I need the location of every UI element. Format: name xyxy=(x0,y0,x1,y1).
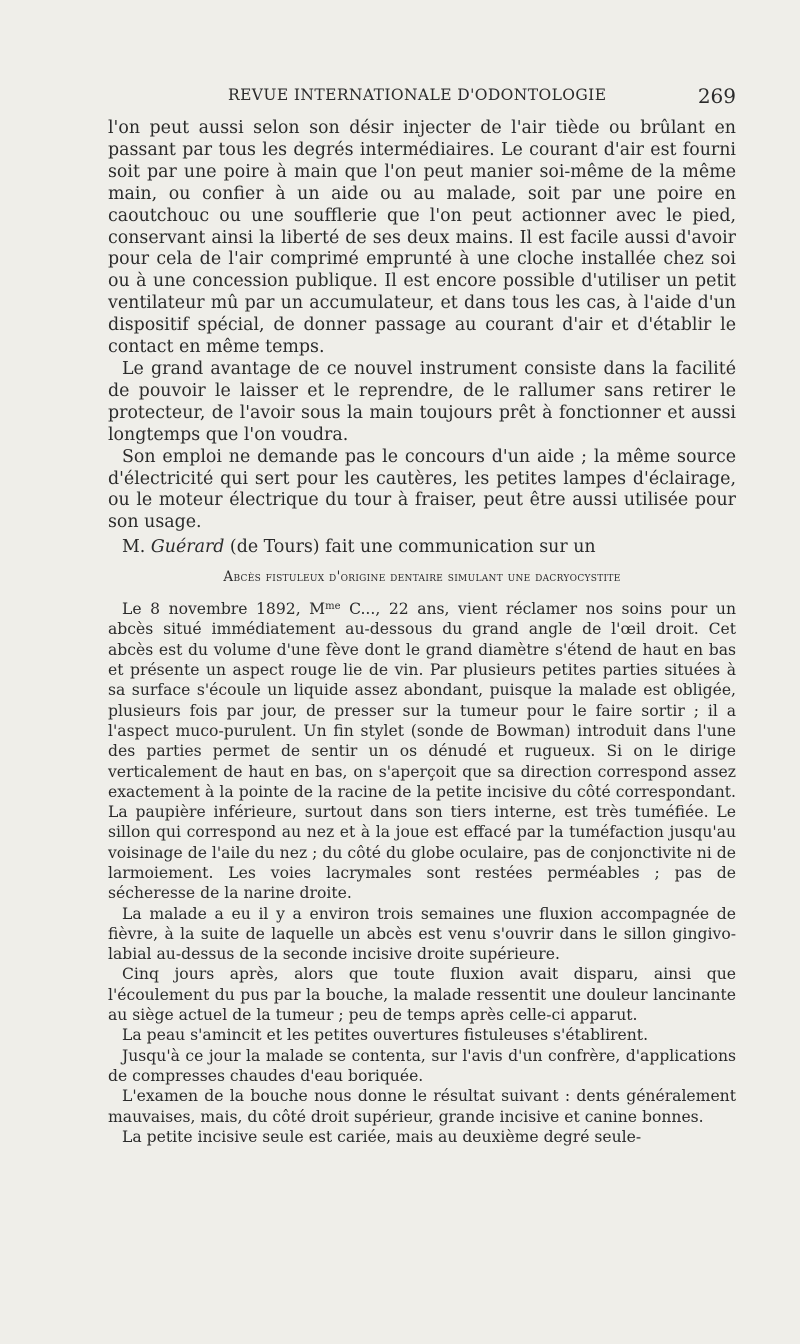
paragraph: l'on peut aussi selon son désir injecter de l'air tiède ou brûlant en passant par tous les degrés intermédiaires. Le courant d'air est fourni soit par une poire à main que l'on peut manier soi-même de la même main, ou confier à un aide ou au malade, soit par une poire en caoutchouc ou une soufflerie que l'on peut actionner avec le pied, conservant ainsi la liberté de ses deux mains. Il est facile aussi d'avoir pour cela de l'air comprimé emprunté à une cloche installée chez soi ou à une concession publique. Il est encore possible d'utiliser un petit ventilateur mû par un accumulateur, et dans tous les cas, à l'aide d'un dispositif spécial, de donner passage au courant d'air et d'établir le contact en même temps. xyxy=(108,118,736,358)
author-name: Guérard xyxy=(150,537,225,558)
paragraph: La malade a eu il y a environ trois semaines une fluxion accompagnée de fièvre, à la suite de laquelle un abcès est venu s'ouvrir dans le sillon gingivo-labial au-dessus de la seconde incisive droite supérieure. xyxy=(108,904,736,964)
case-description: C..., 22 ans, vient réclamer nos soins pour un abcès situé immédiatement au-dessous du grand angle de l'œil droit. Cet abcès est du volume d'une fève dont le grand diamètre s'étend de haut en bas et présente un aspect rouge lie de vin. Par plusieurs petites parties situées à sa surface s'écoule un liquide assez abondant, puisque la malade est obligée, plusieurs fois par jour, de presser sur la tumeur pour le faire sortir ; il a l'aspect muco-purulent. Un fin stylet (sonde de Bowman) introduit dans l'une des parties permet de sentir un os dénudé et rugueux. Si on le dirige verticalement de haut en bas, on s'aperçoit que sa direction correspond assez exactement à la pointe de la racine de la petite incisive du côté correspondant. La paupière inférieure, surtout dans son tiers interne, est très tuméfiée. Le sillon qui correspond au nez et à la joue est effacé par la tuméfaction jusqu'au voisinage de l'aile du nez ; du côté du globe oculaire, pas de conjonctivite ni de larmoiement. Les voies lacrymales sont restées perméables ; pas de sécheresse de la narine droite. xyxy=(108,600,736,903)
paragraph: La peau s'amincit et les petites ouvertures fistuleuses s'établirent. xyxy=(122,1026,649,1045)
body-text xyxy=(108,118,736,1147)
case-intro: Le 8 novembre 1892, M xyxy=(122,600,326,619)
paragraph: Cinq jours après, alors que toute fluxion avait disparu, ainsi que l'écoulement du pus par la bouche, la malade ressentit une douleur lancinante au siège actuel de la tumeur ; peu de temps après celle-ci apparut. xyxy=(108,965,736,1025)
title-abbrev: me xyxy=(325,601,341,613)
paragraph: Jusqu'à ce jour la malade se contenta, sur l'avis d'un confrère, d'applications de compresses chaudes d'eau boriquée. xyxy=(108,1046,736,1085)
paragraph: La petite incisive seule est cariée, mais au deuxième degré seule- xyxy=(122,1127,642,1146)
communication-line xyxy=(108,537,736,559)
paragraph: L'examen de la bouche nous donne le résultat suivant : dents généralement mauvaises, mais, du côté droit supérieur, grande incisive et canine bonnes. xyxy=(108,1087,736,1126)
page-number: 269 xyxy=(697,84,736,108)
section-heading: Abcès fistuleux d'origine dentaire simulant une dacryocystite xyxy=(223,569,621,586)
communication-prefix: M. xyxy=(122,537,151,558)
paragraph xyxy=(108,599,736,903)
running-title: REVUE INTERNATIONALE D'ODONTOLOGIE xyxy=(228,86,607,104)
paragraph: Le grand avantage de ce nouvel instrument consiste dans la facilité de pouvoir le laisser et le reprendre, de le rallumer sans retirer le protecteur, de l'avoir sous la main toujours prêt à fonctionner et aussi longtemps que l'on voudra. xyxy=(108,358,736,445)
paragraph: Son emploi ne demande pas le concours d'un aide ; la même source d'électricité qui sert pour les cautères, les petites lampes d'éclairage, ou le moteur électrique du tour à fraiser, peut être aussi utilisée pour son usage. xyxy=(108,446,736,533)
communication-suffix: (de Tours) fait une communication sur un xyxy=(224,537,596,558)
page-header xyxy=(108,86,736,110)
